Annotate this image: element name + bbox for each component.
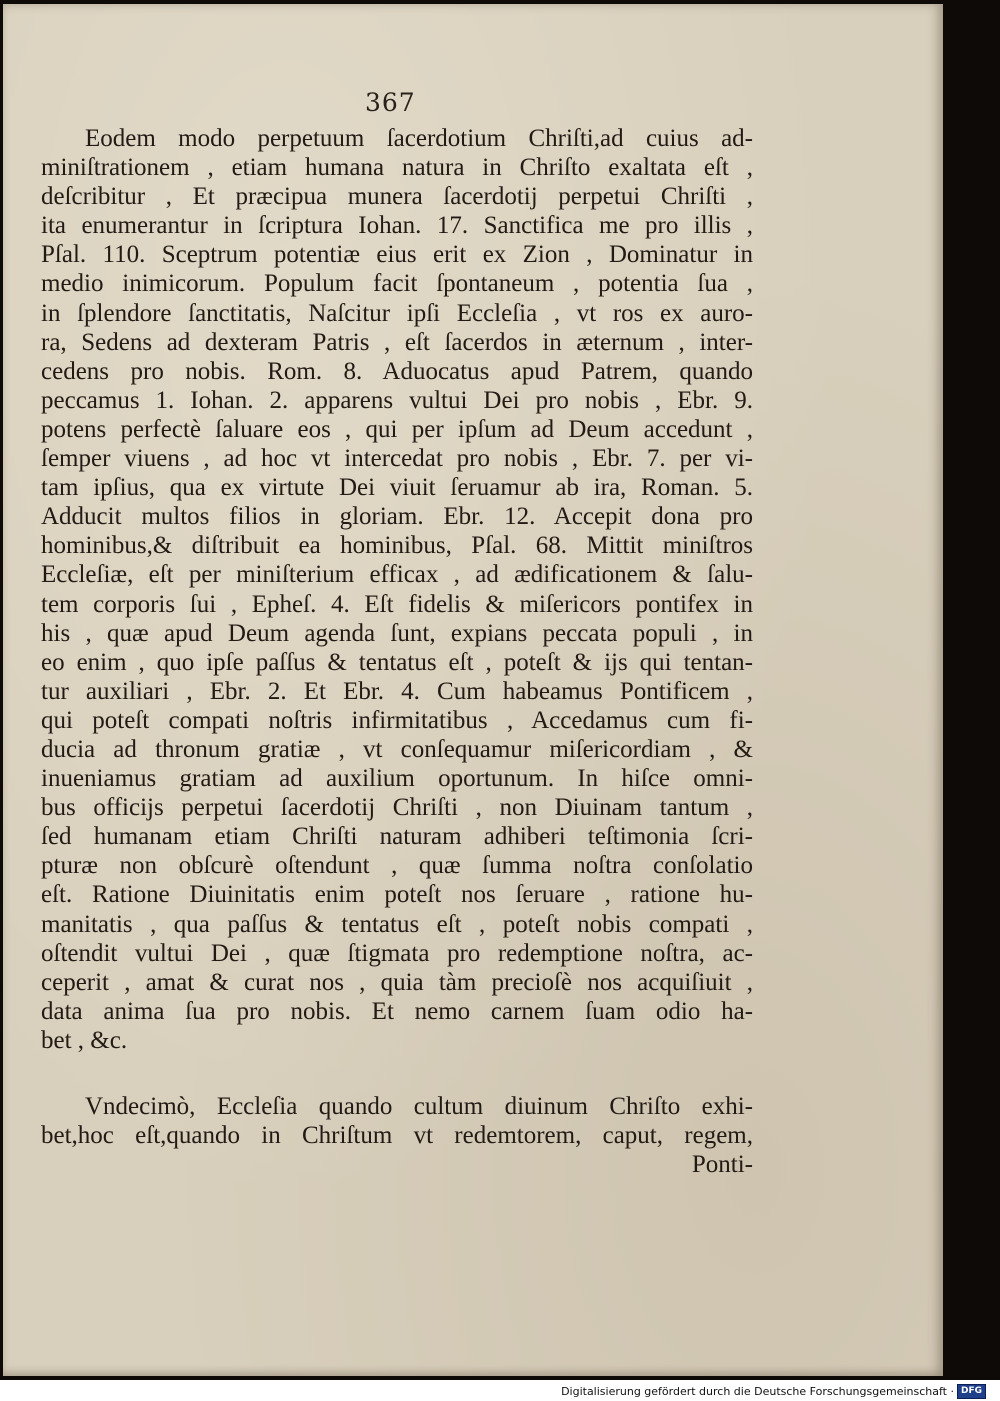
text-line: ſed humanam etiam Chriſti naturam adhiberi teſtimonia ſcri- xyxy=(41,823,753,851)
credit-text: Digitalisierung gefördert durch die Deutsche Forschungsgemeinschaft · xyxy=(561,1385,954,1398)
text-line: ducia ad thronum gratiæ , vt conſequamur miſericordiam , & xyxy=(41,735,753,763)
text-line: in ſplendore ſanctitatis, Naſcitur ipſi Eccleſia , vt ros ex auro- xyxy=(41,299,753,327)
dfg-logo: DFG xyxy=(957,1384,986,1399)
text-line: peccamus 1. Iohan. 2. apparens vultui Dei pro nobis , Ebr. 9. xyxy=(41,386,753,414)
text-line: tam ipſius, qua ex virtute Dei viuit ſeruamur ab ira, Roman. 5. xyxy=(41,474,753,502)
text-line: bus officijs perpetui ſacerdotij Chriſti , non Diuinam tantum , xyxy=(41,794,753,822)
text-line: eo enim , quo ipſe paſſus & tentatus eſt , poteſt & ijs qui tentan- xyxy=(41,648,753,676)
body-text xyxy=(41,124,753,1179)
text-line: ita enumerantur in ſcriptura Iohan. 17. Sanctifica me pro illis , xyxy=(41,212,753,240)
text-line: qui poteſt compati noſtris infirmitatibus , Accedamus cum fi- xyxy=(41,706,753,734)
text-line: tur auxiliari , Ebr. 2. Et Ebr. 4. Cum habeamus Pontificem , xyxy=(41,677,753,705)
catchword: Ponti- xyxy=(691,1151,753,1179)
text-line: ceperit , amat & curat nos , quia tàm precioſè nos acquiſiuit , xyxy=(41,968,753,996)
text-line: eſt. Ratione Diuinitatis enim poteſt nos ſeruare , ratione hu- xyxy=(41,881,753,909)
text-line: miniſtrationem , etiam humana natura in Chriſto exaltata eſt , xyxy=(41,154,753,182)
text-line: Vndecimò, Eccleſia quando cultum diuinum Chriſto exhi- xyxy=(85,1093,753,1120)
text-line: Eccleſiæ, eſt per miniſterium efficax , ad ædificationem & ſalu- xyxy=(41,561,753,589)
paragraph xyxy=(41,1092,753,1150)
text-line: oſtendit vultui Dei , quæ ſtigmata pro redemptione noſtra, ac- xyxy=(41,939,753,967)
paragraph xyxy=(41,124,753,1055)
text-line: medio inimicorum. Populum facit ſpontaneum , potentia ſua , xyxy=(41,270,753,298)
text-line: cedens pro nobis. Rom. 8. Aduocatus apud Patrem, quando xyxy=(41,357,753,385)
text-line: Eodem modo perpetuum ſacerdotium Chriſti,ad cuius ad- xyxy=(85,125,753,152)
text-line: ra, Sedens ad dexteram Patris , eſt ſacerdos in æternum , inter- xyxy=(41,328,753,356)
page-number: 367 xyxy=(365,88,416,117)
text-line: tem corporis ſui , Epheſ. 4. Eſt fidelis & miſericors pontifex in xyxy=(41,590,753,618)
text-line: pturæ non obſcurè oſtendunt , quæ ſumma noſtra conſolatio xyxy=(41,852,753,880)
digitization-credit xyxy=(561,1384,986,1399)
paragraph-gap xyxy=(41,1055,753,1092)
text-line: Pſal. 110. Sceptrum potentiæ eius erit ex Zion , Dominatur in xyxy=(41,241,753,269)
book-page xyxy=(3,4,943,1376)
text-line: manitatis , qua paſſus & tentatus eſt , poteſt nobis compati , xyxy=(41,910,753,938)
text-line: inueniamus gratiam ad auxilium oportunum. In hiſce omni- xyxy=(41,765,753,793)
text-line: data anima ſua pro nobis. Et nemo carnem ſuam odio ha- xyxy=(41,997,753,1025)
text-line: hominibus,& diſtribuit ea hominibus, Pſal. 68. Mittit miniſtros xyxy=(41,532,753,560)
text-line: ſemper viuens , ad hoc vt intercedat pro nobis , Ebr. 7. per vi- xyxy=(41,445,753,473)
text-line: his , quæ apud Deum agenda ſunt, expians peccata populi , in xyxy=(41,619,753,647)
text-line: Adducit multos filios in gloriam. Ebr. 12. Accepit dona pro xyxy=(41,503,753,531)
text-line: bet , &c. xyxy=(41,1026,128,1054)
text-line: bet,hoc eſt,quando in Chriſtum vt redemtorem, caput, regem, xyxy=(41,1122,753,1150)
text-line: deſcribitur , Et præcipua munera ſacerdotij perpetui Chriſti , xyxy=(41,183,753,211)
text-line: potens perfectè ſaluare eos , qui per ipſum ad Deum accedunt , xyxy=(41,415,753,443)
